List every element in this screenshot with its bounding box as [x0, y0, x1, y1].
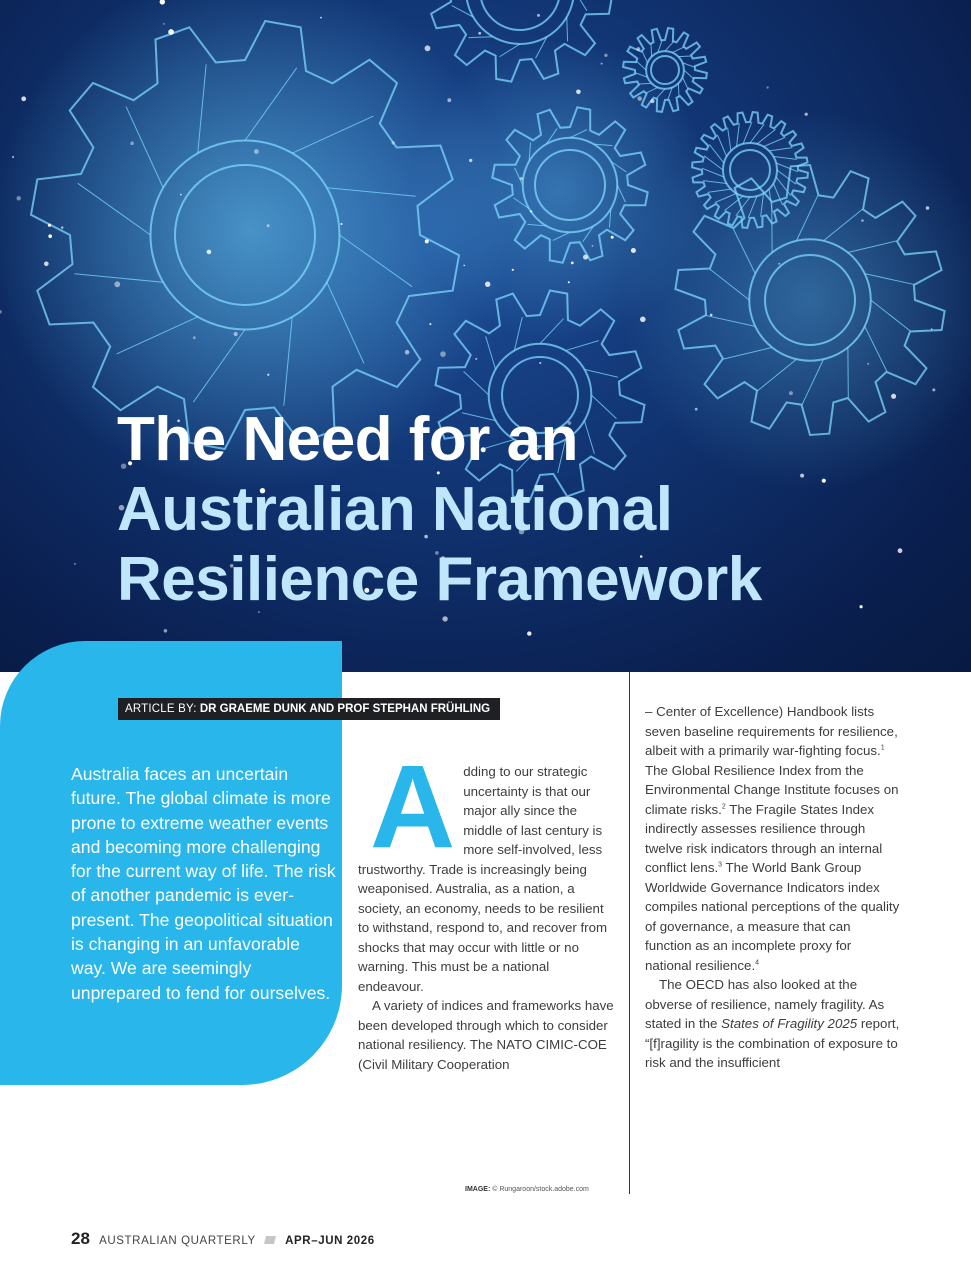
- paragraph: A variety of indices and frameworks have been developed through which to consider national resiliency. The NATO CIMIC-COE (Civil Military Cooperation: [358, 998, 614, 1072]
- body-column-1: [358, 741, 614, 1074]
- report-title: States of Fragility 2025: [721, 1016, 858, 1031]
- drop-cap: A: [370, 741, 456, 873]
- image-credit: [465, 1186, 589, 1193]
- credit-label: IMAGE:: [465, 1186, 491, 1193]
- footnote-ref: 2: [721, 803, 726, 811]
- byline: [118, 698, 500, 720]
- page-footer: [71, 1229, 375, 1249]
- footnote-ref: 1: [880, 744, 885, 752]
- credit-text: © Rungaroon/stock.adobe.com: [492, 1186, 589, 1193]
- byline-authors: DR GRAEME DUNK AND PROF STEPHAN FRÜHLING: [199, 703, 491, 715]
- paragraph: [358, 741, 614, 996]
- text-run: The World Bank Group Worldwide Governance Indicators index compiles national perceptions of the quality of governance, a measure that can function as an incomplete proxy for national resilience.: [645, 860, 900, 973]
- text-run: – Center of Excellence) Handbook lists seven baseline requirements for resilience, albeit with a primarily war-fighting focus.: [645, 704, 898, 758]
- paragraph-text: dding to our strategic uncertainty is that our major ally since the middle of last century is more self-involved, less trustworthy. Trade is increasingly being weaponised. Australia, as a nation, a society, an economy, needs to be resilient to withstand, respond to, and recover from shocks that may occur with little or no warning. This must be a national endeavour.: [358, 764, 608, 994]
- title-line-1: The Need for an: [117, 405, 579, 474]
- publication-name: AUSTRALIAN QUARTERLY: [99, 1235, 256, 1247]
- footnote-ref: 4: [755, 959, 760, 967]
- separator-icon: [264, 1236, 276, 1244]
- title-line-3: Resilience Framework: [117, 545, 762, 614]
- body-column-2: [645, 702, 900, 1073]
- text-run: report, “[f]ragility is the combination of exposure to risk and the insufficient: [645, 1016, 900, 1070]
- paragraph: [645, 975, 900, 1073]
- text-run: The OECD has also looked at the obverse of resilience, namely fragility. As stated in the: [645, 977, 885, 1031]
- article-title: [117, 405, 762, 615]
- paragraph: [645, 702, 900, 975]
- byline-label: ARTICLE BY:: [125, 703, 197, 715]
- column-divider: [629, 672, 630, 1194]
- footnote-ref: 3: [718, 861, 723, 869]
- article-deck: Australia faces an uncertain future. The global climate is more prone to extreme weather events and becoming more challenging for the current way of life. The risk of another pandemic is ever-present. The geopolitical situation is changing in an unfavorable way. We are seemingly unprepared to fend for ourselves.: [71, 764, 336, 1003]
- issue-date: APR–JUN 2026: [285, 1235, 375, 1247]
- text-run: The Fragile States Index indirectly assesses resilience through twelve risk indicators through an internal conflict lens.: [645, 801, 883, 875]
- title-line-2: Australian National: [117, 475, 673, 544]
- page-number: 28: [71, 1229, 90, 1248]
- text-run: The Global Resilience Index from the Environmental Change Institute focuses on climate risks.: [645, 762, 899, 817]
